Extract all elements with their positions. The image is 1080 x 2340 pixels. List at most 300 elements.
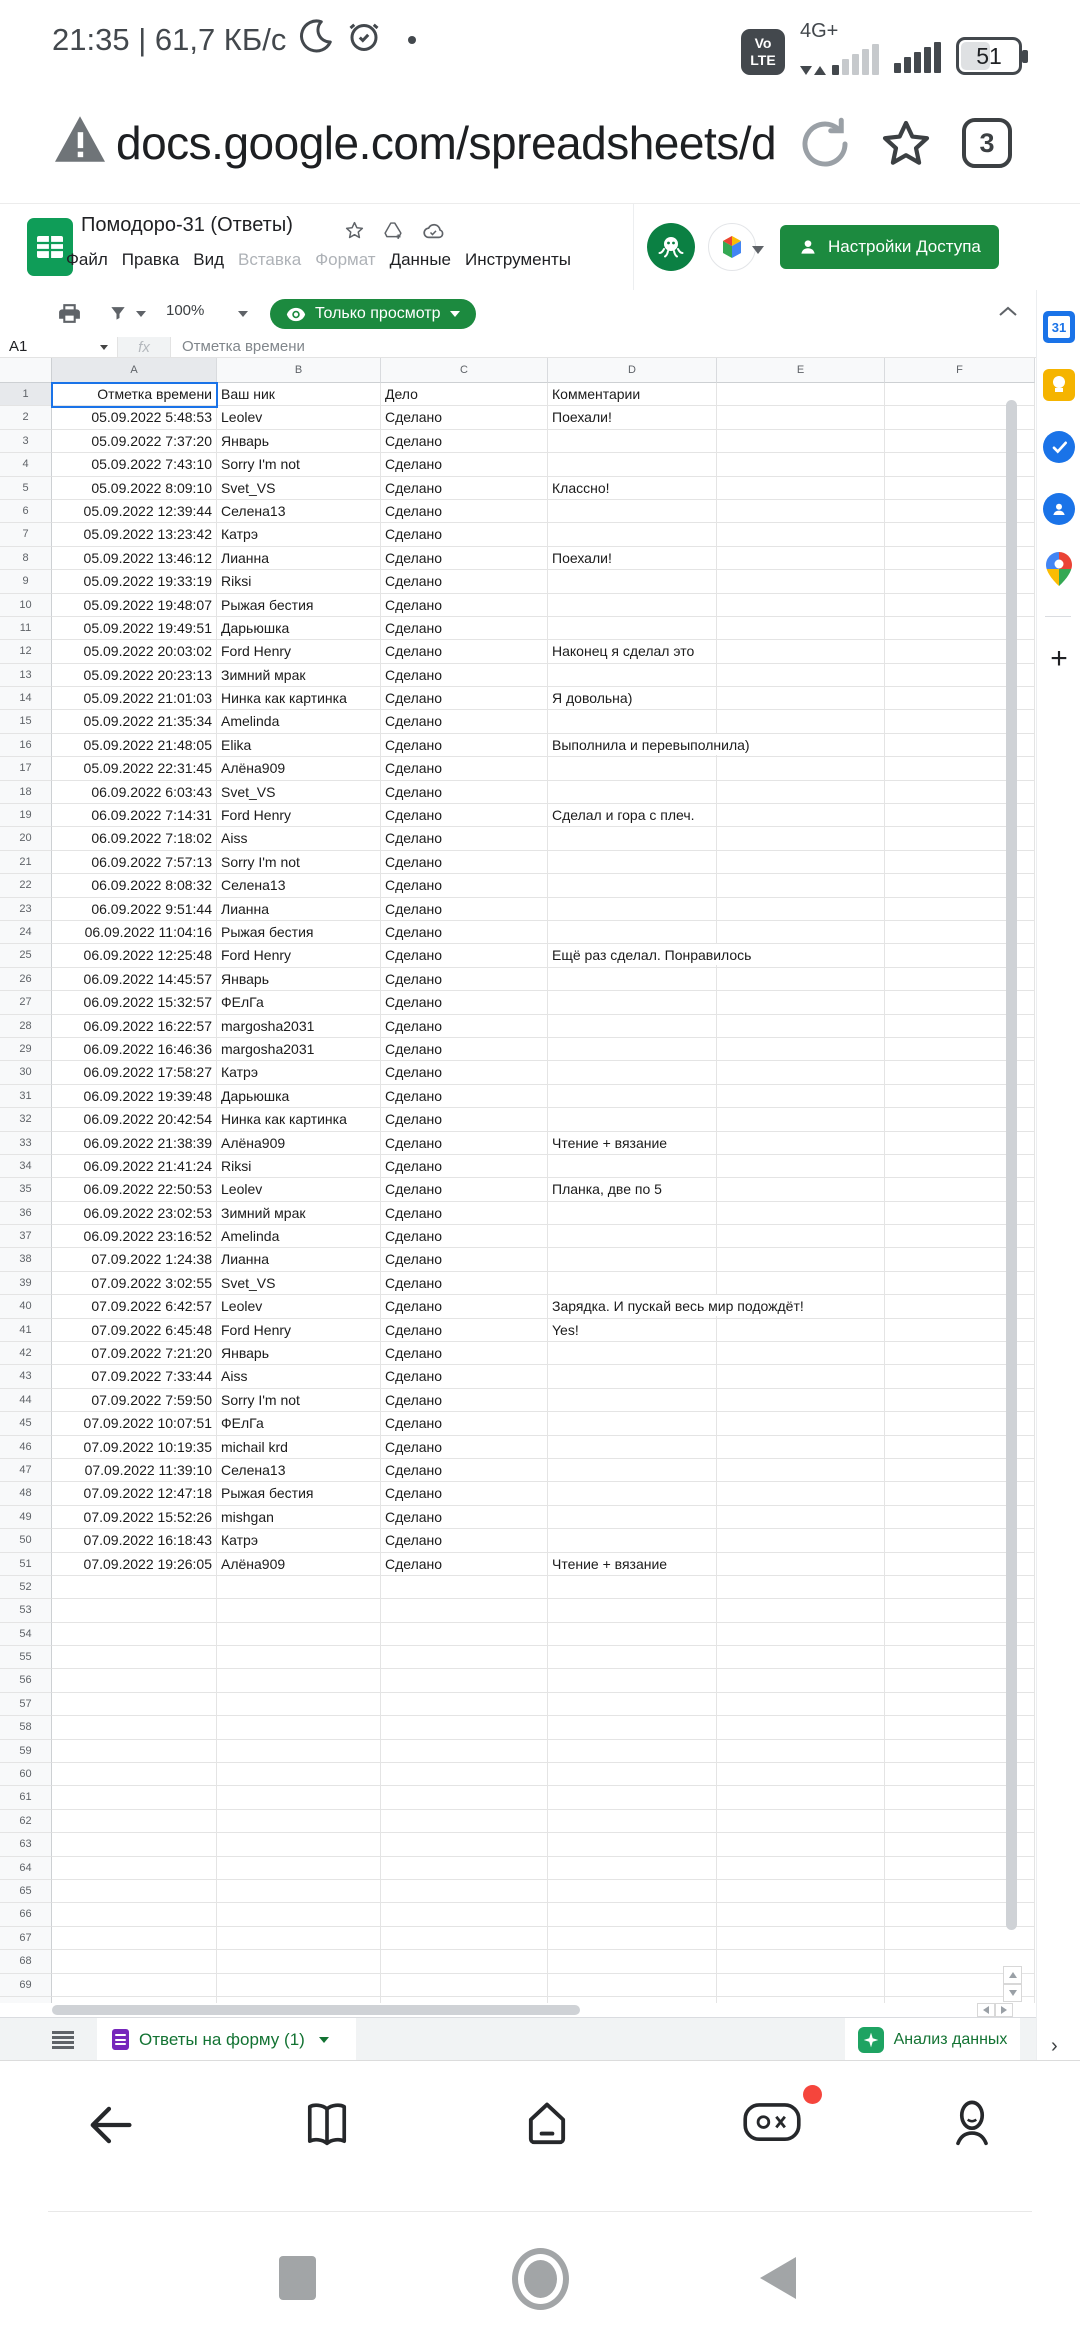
cell-C33[interactable]: Сделано bbox=[381, 1132, 548, 1155]
cell-A33[interactable]: 06.09.2022 21:38:39 bbox=[52, 1132, 217, 1155]
row-number[interactable]: 50 bbox=[0, 1529, 52, 1552]
cell-B36[interactable]: Зимний мрак bbox=[217, 1202, 381, 1225]
row-number[interactable]: 30 bbox=[0, 1061, 52, 1084]
cell-C9[interactable]: Сделано bbox=[381, 570, 548, 593]
cell-B61[interactable] bbox=[217, 1786, 381, 1809]
cell-C41[interactable]: Сделано bbox=[381, 1319, 548, 1342]
cell-B32[interactable]: Нинка как картинка bbox=[217, 1108, 381, 1131]
google-keep-icon[interactable] bbox=[1042, 368, 1076, 402]
cell-A18[interactable]: 06.09.2022 6:03:43 bbox=[52, 781, 217, 804]
cell-D21[interactable] bbox=[548, 851, 717, 874]
cell-A9[interactable]: 05.09.2022 19:33:19 bbox=[52, 570, 217, 593]
zoom-level[interactable]: 100% bbox=[166, 302, 205, 319]
filter-icon[interactable] bbox=[108, 303, 128, 328]
cell-C8[interactable]: Сделано bbox=[381, 547, 548, 570]
cell-E7[interactable] bbox=[717, 523, 885, 546]
cell-C45[interactable]: Сделано bbox=[381, 1412, 548, 1435]
cell-B27[interactable]: ФЕлГа bbox=[217, 991, 381, 1014]
row-number[interactable]: 49 bbox=[0, 1506, 52, 1529]
column-header-B[interactable]: B bbox=[217, 358, 381, 383]
row-number[interactable]: 29 bbox=[0, 1038, 52, 1061]
cell-E50[interactable] bbox=[717, 1529, 885, 1552]
cell-D24[interactable] bbox=[548, 921, 717, 944]
cell-A16[interactable]: 05.09.2022 21:48:05 bbox=[52, 734, 217, 757]
cell-D48[interactable] bbox=[548, 1482, 717, 1505]
row-number[interactable]: 34 bbox=[0, 1155, 52, 1178]
cell-D63[interactable] bbox=[548, 1833, 717, 1856]
cell-D10[interactable] bbox=[548, 594, 717, 617]
cell-E19[interactable] bbox=[717, 804, 885, 827]
cell-E69[interactable] bbox=[717, 1974, 885, 1997]
cell-B67[interactable] bbox=[217, 1927, 381, 1950]
cell-A35[interactable]: 06.09.2022 22:50:53 bbox=[52, 1178, 217, 1201]
cell-E43[interactable] bbox=[717, 1365, 885, 1388]
row-number[interactable]: 51 bbox=[0, 1553, 52, 1576]
cell-A48[interactable]: 07.09.2022 12:47:18 bbox=[52, 1482, 217, 1505]
vertical-scrollbar[interactable] bbox=[1006, 400, 1017, 1930]
cell-B58[interactable] bbox=[217, 1716, 381, 1739]
print-icon[interactable] bbox=[57, 301, 82, 331]
cell-B5[interactable]: Svet_VS bbox=[217, 477, 381, 500]
cell-E44[interactable] bbox=[717, 1389, 885, 1412]
cell-E47[interactable] bbox=[717, 1459, 885, 1482]
cell-C46[interactable]: Сделано bbox=[381, 1436, 548, 1459]
cell-E15[interactable] bbox=[717, 710, 885, 733]
cell-D42[interactable] bbox=[548, 1342, 717, 1365]
cell-B64[interactable] bbox=[217, 1857, 381, 1880]
cell-B49[interactable]: mishgan bbox=[217, 1506, 381, 1529]
row-number[interactable]: 43 bbox=[0, 1365, 52, 1388]
row-number[interactable]: 62 bbox=[0, 1810, 52, 1833]
cell-B18[interactable]: Svet_VS bbox=[217, 781, 381, 804]
cell-E9[interactable] bbox=[717, 570, 885, 593]
row-number[interactable]: 55 bbox=[0, 1646, 52, 1669]
row-number[interactable]: 38 bbox=[0, 1248, 52, 1271]
cell-C59[interactable] bbox=[381, 1740, 548, 1763]
reading-list-icon[interactable] bbox=[299, 2097, 355, 2158]
extension-google-icon[interactable] bbox=[708, 223, 756, 271]
cell-B6[interactable]: Селена13 bbox=[217, 500, 381, 523]
cell-B29[interactable]: margosha2031 bbox=[217, 1038, 381, 1061]
cell-A5[interactable]: 05.09.2022 8:09:10 bbox=[52, 477, 217, 500]
cell-E5[interactable] bbox=[717, 477, 885, 500]
cell-A64[interactable] bbox=[52, 1857, 217, 1880]
chevron-right-icon[interactable]: › bbox=[1051, 2035, 1058, 2057]
row-number[interactable]: 66 bbox=[0, 1903, 52, 1926]
menu-item[interactable]: Правка bbox=[121, 250, 180, 269]
scroll-right-icon[interactable] bbox=[995, 2003, 1013, 2017]
cell-C5[interactable]: Сделано bbox=[381, 477, 548, 500]
row-number[interactable]: 64 bbox=[0, 1857, 52, 1880]
cell-A37[interactable]: 06.09.2022 23:16:52 bbox=[52, 1225, 217, 1248]
cell-C42[interactable]: Сделано bbox=[381, 1342, 548, 1365]
cell-A2[interactable]: 05.09.2022 5:48:53 bbox=[52, 406, 217, 429]
cell-B50[interactable]: Катрэ bbox=[217, 1529, 381, 1552]
cell-D16[interactable]: Выполнила и перевыполнила) bbox=[548, 734, 717, 757]
cell-B8[interactable]: Лианна bbox=[217, 547, 381, 570]
cell-A32[interactable]: 06.09.2022 20:42:54 bbox=[52, 1108, 217, 1131]
cell-C48[interactable]: Сделано bbox=[381, 1482, 548, 1505]
cell-B57[interactable] bbox=[217, 1693, 381, 1716]
cell-C17[interactable]: Сделано bbox=[381, 757, 548, 780]
cell-B65[interactable] bbox=[217, 1880, 381, 1903]
cell-E35[interactable] bbox=[717, 1178, 885, 1201]
cell-B10[interactable]: Рыжая бестия bbox=[217, 594, 381, 617]
cell-C27[interactable]: Сделано bbox=[381, 991, 548, 1014]
cell-E17[interactable] bbox=[717, 757, 885, 780]
cell-A40[interactable]: 07.09.2022 6:42:57 bbox=[52, 1295, 217, 1318]
name-box[interactable]: A1 bbox=[9, 338, 28, 355]
cell-B4[interactable]: Sorry I'm not bbox=[217, 453, 381, 476]
row-number[interactable]: 48 bbox=[0, 1482, 52, 1505]
cell-B46[interactable]: michail krd bbox=[217, 1436, 381, 1459]
cell-D11[interactable] bbox=[548, 617, 717, 640]
cell-D69[interactable] bbox=[548, 1974, 717, 1997]
cell-D23[interactable] bbox=[548, 898, 717, 921]
cell-C6[interactable]: Сделано bbox=[381, 500, 548, 523]
cell-A57[interactable] bbox=[52, 1693, 217, 1716]
cell-C63[interactable] bbox=[381, 1833, 548, 1856]
menu-item[interactable]: Файл bbox=[66, 250, 108, 269]
cell-E63[interactable] bbox=[717, 1833, 885, 1856]
star-icon[interactable] bbox=[344, 220, 365, 246]
row-number[interactable]: 67 bbox=[0, 1927, 52, 1950]
cell-B40[interactable]: Leolev bbox=[217, 1295, 381, 1318]
cell-B24[interactable]: Рыжая бестия bbox=[217, 921, 381, 944]
cell-D4[interactable] bbox=[548, 453, 717, 476]
cell-A61[interactable] bbox=[52, 1786, 217, 1809]
row-number[interactable]: 17 bbox=[0, 757, 52, 780]
cell-E45[interactable] bbox=[717, 1412, 885, 1435]
row-number[interactable]: 21 bbox=[0, 851, 52, 874]
cell-D45[interactable] bbox=[548, 1412, 717, 1435]
cell-D6[interactable] bbox=[548, 500, 717, 523]
cell-E51[interactable] bbox=[717, 1553, 885, 1576]
cell-C7[interactable]: Сделано bbox=[381, 523, 548, 546]
cell-E59[interactable] bbox=[717, 1740, 885, 1763]
menu-item[interactable]: Инструменты bbox=[465, 250, 572, 269]
cell-C20[interactable]: Сделано bbox=[381, 827, 548, 850]
cell-C13[interactable]: Сделано bbox=[381, 664, 548, 687]
cell-E6[interactable] bbox=[717, 500, 885, 523]
cell-C14[interactable]: Сделано bbox=[381, 687, 548, 710]
cell-A46[interactable]: 07.09.2022 10:19:35 bbox=[52, 1436, 217, 1459]
cell-E49[interactable] bbox=[717, 1506, 885, 1529]
cell-C31[interactable]: Сделано bbox=[381, 1085, 548, 1108]
row-number[interactable]: 47 bbox=[0, 1459, 52, 1482]
cell-E68[interactable] bbox=[717, 1950, 885, 1973]
cell-C50[interactable]: Сделано bbox=[381, 1529, 548, 1552]
cell-D57[interactable] bbox=[548, 1693, 717, 1716]
cell-D9[interactable] bbox=[548, 570, 717, 593]
cell-C11[interactable]: Сделано bbox=[381, 617, 548, 640]
security-warning-icon[interactable] bbox=[52, 114, 108, 169]
cell-C34[interactable]: Сделано bbox=[381, 1155, 548, 1178]
cell-B33[interactable]: Алёна909 bbox=[217, 1132, 381, 1155]
cell-D22[interactable] bbox=[548, 874, 717, 897]
cell-D44[interactable] bbox=[548, 1389, 717, 1412]
formula-bar-content[interactable]: Отметка времени bbox=[182, 338, 305, 355]
cell-A68[interactable] bbox=[52, 1950, 217, 1973]
select-all-corner[interactable] bbox=[0, 358, 52, 383]
row-number[interactable]: 61 bbox=[0, 1786, 52, 1809]
cell-E13[interactable] bbox=[717, 664, 885, 687]
cell-E28[interactable] bbox=[717, 1015, 885, 1038]
collapse-toolbar-icon[interactable] bbox=[997, 303, 1019, 324]
add-to-drive-icon[interactable] bbox=[382, 220, 404, 246]
row-number[interactable]: 54 bbox=[0, 1623, 52, 1646]
cell-A26[interactable]: 06.09.2022 14:45:57 bbox=[52, 968, 217, 991]
cell-C55[interactable] bbox=[381, 1646, 548, 1669]
cell-C37[interactable]: Сделано bbox=[381, 1225, 548, 1248]
column-header-A[interactable]: A bbox=[52, 358, 217, 383]
cell-A69[interactable] bbox=[52, 1974, 217, 1997]
cell-E12[interactable] bbox=[717, 640, 885, 663]
cell-D53[interactable] bbox=[548, 1599, 717, 1622]
google-maps-icon[interactable] bbox=[1042, 552, 1076, 586]
cell-A31[interactable]: 06.09.2022 19:39:48 bbox=[52, 1085, 217, 1108]
cell-C54[interactable] bbox=[381, 1623, 548, 1646]
extension-octopus-icon[interactable] bbox=[647, 223, 695, 271]
cell-E23[interactable] bbox=[717, 898, 885, 921]
cell-D7[interactable] bbox=[548, 523, 717, 546]
row-number[interactable]: 6 bbox=[0, 500, 52, 523]
cell-D30[interactable] bbox=[548, 1061, 717, 1084]
cell-E11[interactable] bbox=[717, 617, 885, 640]
cell-A19[interactable]: 06.09.2022 7:14:31 bbox=[52, 804, 217, 827]
cell-E29[interactable] bbox=[717, 1038, 885, 1061]
cell-E64[interactable] bbox=[717, 1857, 885, 1880]
scroll-left-icon[interactable] bbox=[977, 2003, 995, 2017]
cell-A63[interactable] bbox=[52, 1833, 217, 1856]
cell-D49[interactable] bbox=[548, 1506, 717, 1529]
cell-A53[interactable] bbox=[52, 1599, 217, 1622]
cell-C65[interactable] bbox=[381, 1880, 548, 1903]
row-number[interactable]: 53 bbox=[0, 1599, 52, 1622]
cell-D56[interactable] bbox=[548, 1669, 717, 1692]
cell-A39[interactable]: 07.09.2022 3:02:55 bbox=[52, 1272, 217, 1295]
cell-B14[interactable]: Нинка как картинка bbox=[217, 687, 381, 710]
cell-D13[interactable] bbox=[548, 664, 717, 687]
cell-D40[interactable]: Зарядка. И пускай весь мир подождёт! bbox=[548, 1295, 717, 1318]
share-settings-button[interactable]: Настройки Доступа bbox=[780, 225, 999, 269]
google-tasks-icon[interactable] bbox=[1042, 430, 1076, 464]
row-number[interactable]: 27 bbox=[0, 991, 52, 1014]
cell-B54[interactable] bbox=[217, 1623, 381, 1646]
cell-B17[interactable]: Алёна909 bbox=[217, 757, 381, 780]
cell-A6[interactable]: 05.09.2022 12:39:44 bbox=[52, 500, 217, 523]
row-number[interactable]: 32 bbox=[0, 1108, 52, 1131]
row-number[interactable]: 7 bbox=[0, 523, 52, 546]
cell-A27[interactable]: 06.09.2022 15:32:57 bbox=[52, 991, 217, 1014]
cell-A56[interactable] bbox=[52, 1669, 217, 1692]
row-number[interactable]: 3 bbox=[0, 430, 52, 453]
cell-C19[interactable]: Сделано bbox=[381, 804, 548, 827]
row-number[interactable]: 2 bbox=[0, 406, 52, 429]
cell-B60[interactable] bbox=[217, 1763, 381, 1786]
cell-D55[interactable] bbox=[548, 1646, 717, 1669]
cell-D64[interactable] bbox=[548, 1857, 717, 1880]
cell-B2[interactable]: Leolev bbox=[217, 406, 381, 429]
cell-A29[interactable]: 06.09.2022 16:46:36 bbox=[52, 1038, 217, 1061]
cell-B39[interactable]: Svet_VS bbox=[217, 1272, 381, 1295]
cell-D61[interactable] bbox=[548, 1786, 717, 1809]
cell-A8[interactable]: 05.09.2022 13:46:12 bbox=[52, 547, 217, 570]
cell-C23[interactable]: Сделано bbox=[381, 898, 548, 921]
cell-A38[interactable]: 07.09.2022 1:24:38 bbox=[52, 1248, 217, 1271]
row-number[interactable]: 44 bbox=[0, 1389, 52, 1412]
cell-B38[interactable]: Лианна bbox=[217, 1248, 381, 1271]
cell-D14[interactable]: Я довольна) bbox=[548, 687, 717, 710]
row-number[interactable]: 23 bbox=[0, 898, 52, 921]
row-number[interactable]: 60 bbox=[0, 1763, 52, 1786]
cell-A67[interactable] bbox=[52, 1927, 217, 1950]
url-text[interactable]: docs.google.com/spreadsheets/d bbox=[116, 117, 777, 169]
google-contacts-icon[interactable] bbox=[1042, 492, 1076, 526]
cell-B66[interactable] bbox=[217, 1903, 381, 1926]
cell-C18[interactable]: Сделано bbox=[381, 781, 548, 804]
cell-E20[interactable] bbox=[717, 827, 885, 850]
row-number[interactable]: 16 bbox=[0, 734, 52, 757]
cell-E39[interactable] bbox=[717, 1272, 885, 1295]
cell-E58[interactable] bbox=[717, 1716, 885, 1739]
row-number[interactable]: 24 bbox=[0, 921, 52, 944]
row-number[interactable]: 14 bbox=[0, 687, 52, 710]
row-number[interactable]: 35 bbox=[0, 1178, 52, 1201]
row-number[interactable]: 12 bbox=[0, 640, 52, 663]
cell-D19[interactable]: Сделал и гора с плеч. bbox=[548, 804, 717, 827]
cell-D15[interactable] bbox=[548, 710, 717, 733]
all-sheets-icon[interactable] bbox=[52, 2031, 74, 2049]
cell-B69[interactable] bbox=[217, 1974, 381, 1997]
back-icon[interactable] bbox=[82, 2097, 138, 2158]
cell-E3[interactable] bbox=[717, 430, 885, 453]
cell-C58[interactable] bbox=[381, 1716, 548, 1739]
cell-D50[interactable] bbox=[548, 1529, 717, 1552]
cell-A15[interactable]: 05.09.2022 21:35:34 bbox=[52, 710, 217, 733]
cell-C64[interactable] bbox=[381, 1857, 548, 1880]
cell-B34[interactable]: Riksi bbox=[217, 1155, 381, 1178]
cell-A42[interactable]: 07.09.2022 7:21:20 bbox=[52, 1342, 217, 1365]
cell-E34[interactable] bbox=[717, 1155, 885, 1178]
cell-A36[interactable]: 06.09.2022 23:02:53 bbox=[52, 1202, 217, 1225]
cell-E62[interactable] bbox=[717, 1810, 885, 1833]
cell-E48[interactable] bbox=[717, 1482, 885, 1505]
cell-A66[interactable] bbox=[52, 1903, 217, 1926]
cell-C39[interactable]: Сделано bbox=[381, 1272, 548, 1295]
cell-D32[interactable] bbox=[548, 1108, 717, 1131]
cell-A13[interactable]: 05.09.2022 20:23:13 bbox=[52, 664, 217, 687]
cell-C28[interactable]: Сделано bbox=[381, 1015, 548, 1038]
row-number[interactable]: 22 bbox=[0, 874, 52, 897]
cell-A62[interactable] bbox=[52, 1810, 217, 1833]
row-number[interactable]: 9 bbox=[0, 570, 52, 593]
cell-E14[interactable] bbox=[717, 687, 885, 710]
cell-D20[interactable] bbox=[548, 827, 717, 850]
cell-E33[interactable] bbox=[717, 1132, 885, 1155]
cell-C16[interactable]: Сделано bbox=[381, 734, 548, 757]
cell-E57[interactable] bbox=[717, 1693, 885, 1716]
cell-B47[interactable]: Селена13 bbox=[217, 1459, 381, 1482]
cell-C35[interactable]: Сделано bbox=[381, 1178, 548, 1201]
horizontal-scrollbar[interactable] bbox=[52, 2005, 580, 2015]
cell-D67[interactable] bbox=[548, 1927, 717, 1950]
cell-A7[interactable]: 05.09.2022 13:23:42 bbox=[52, 523, 217, 546]
row-number[interactable]: 41 bbox=[0, 1319, 52, 1342]
add-addon-icon[interactable]: + bbox=[1050, 642, 1068, 675]
cell-A55[interactable] bbox=[52, 1646, 217, 1669]
row-number[interactable]: 68 bbox=[0, 1950, 52, 1973]
cell-A59[interactable] bbox=[52, 1740, 217, 1763]
cell-D41[interactable]: Yes! bbox=[548, 1319, 717, 1342]
cell-C49[interactable]: Сделано bbox=[381, 1506, 548, 1529]
cell-E32[interactable] bbox=[717, 1108, 885, 1131]
cell-E1[interactable] bbox=[717, 383, 885, 406]
document-title[interactable]: Помодоро-31 (Ответы) bbox=[81, 214, 293, 236]
cell-B68[interactable] bbox=[217, 1950, 381, 1973]
row-number[interactable]: 28 bbox=[0, 1015, 52, 1038]
chevron-down-icon[interactable] bbox=[136, 311, 146, 317]
cell-E30[interactable] bbox=[717, 1061, 885, 1084]
row-number[interactable]: 25 bbox=[0, 944, 52, 967]
cell-D3[interactable] bbox=[548, 430, 717, 453]
cell-B52[interactable] bbox=[217, 1576, 381, 1599]
cell-C15[interactable]: Сделано bbox=[381, 710, 548, 733]
cell-C4[interactable]: Сделано bbox=[381, 453, 548, 476]
cell-A10[interactable]: 05.09.2022 19:48:07 bbox=[52, 594, 217, 617]
row-number[interactable]: 65 bbox=[0, 1880, 52, 1903]
cell-A54[interactable] bbox=[52, 1623, 217, 1646]
cell-D58[interactable] bbox=[548, 1716, 717, 1739]
cell-D36[interactable] bbox=[548, 1202, 717, 1225]
cell-A17[interactable]: 05.09.2022 22:31:45 bbox=[52, 757, 217, 780]
cell-B7[interactable]: Катрэ bbox=[217, 523, 381, 546]
cell-D28[interactable] bbox=[548, 1015, 717, 1038]
cell-A44[interactable]: 07.09.2022 7:59:50 bbox=[52, 1389, 217, 1412]
cell-E54[interactable] bbox=[717, 1623, 885, 1646]
cell-E24[interactable] bbox=[717, 921, 885, 944]
cell-D29[interactable] bbox=[548, 1038, 717, 1061]
cell-E65[interactable] bbox=[717, 1880, 885, 1903]
cell-D65[interactable] bbox=[548, 1880, 717, 1903]
row-number[interactable]: 10 bbox=[0, 594, 52, 617]
cell-E46[interactable] bbox=[717, 1436, 885, 1459]
cell-C21[interactable]: Сделано bbox=[381, 851, 548, 874]
cell-E22[interactable] bbox=[717, 874, 885, 897]
row-number[interactable]: 18 bbox=[0, 781, 52, 804]
recents-button[interactable] bbox=[279, 2256, 316, 2300]
cell-E4[interactable] bbox=[717, 453, 885, 476]
row-number[interactable]: 36 bbox=[0, 1202, 52, 1225]
cell-A11[interactable]: 05.09.2022 19:49:51 bbox=[52, 617, 217, 640]
cell-C51[interactable]: Сделано bbox=[381, 1553, 548, 1576]
cell-D26[interactable] bbox=[548, 968, 717, 991]
cell-E60[interactable] bbox=[717, 1763, 885, 1786]
cell-D31[interactable] bbox=[548, 1085, 717, 1108]
cell-C43[interactable]: Сделано bbox=[381, 1365, 548, 1388]
cell-A1[interactable]: Отметка времени bbox=[52, 383, 217, 406]
cell-C29[interactable]: Сделано bbox=[381, 1038, 548, 1061]
games-icon[interactable] bbox=[742, 2097, 802, 2150]
cell-E38[interactable] bbox=[717, 1248, 885, 1271]
cell-B55[interactable] bbox=[217, 1646, 381, 1669]
cell-B51[interactable]: Алёна909 bbox=[217, 1553, 381, 1576]
cell-B3[interactable]: Январь bbox=[217, 430, 381, 453]
row-number[interactable]: 5 bbox=[0, 477, 52, 500]
cell-C47[interactable]: Сделано bbox=[381, 1459, 548, 1482]
row-number[interactable]: 59 bbox=[0, 1740, 52, 1763]
row-number[interactable]: 40 bbox=[0, 1295, 52, 1318]
